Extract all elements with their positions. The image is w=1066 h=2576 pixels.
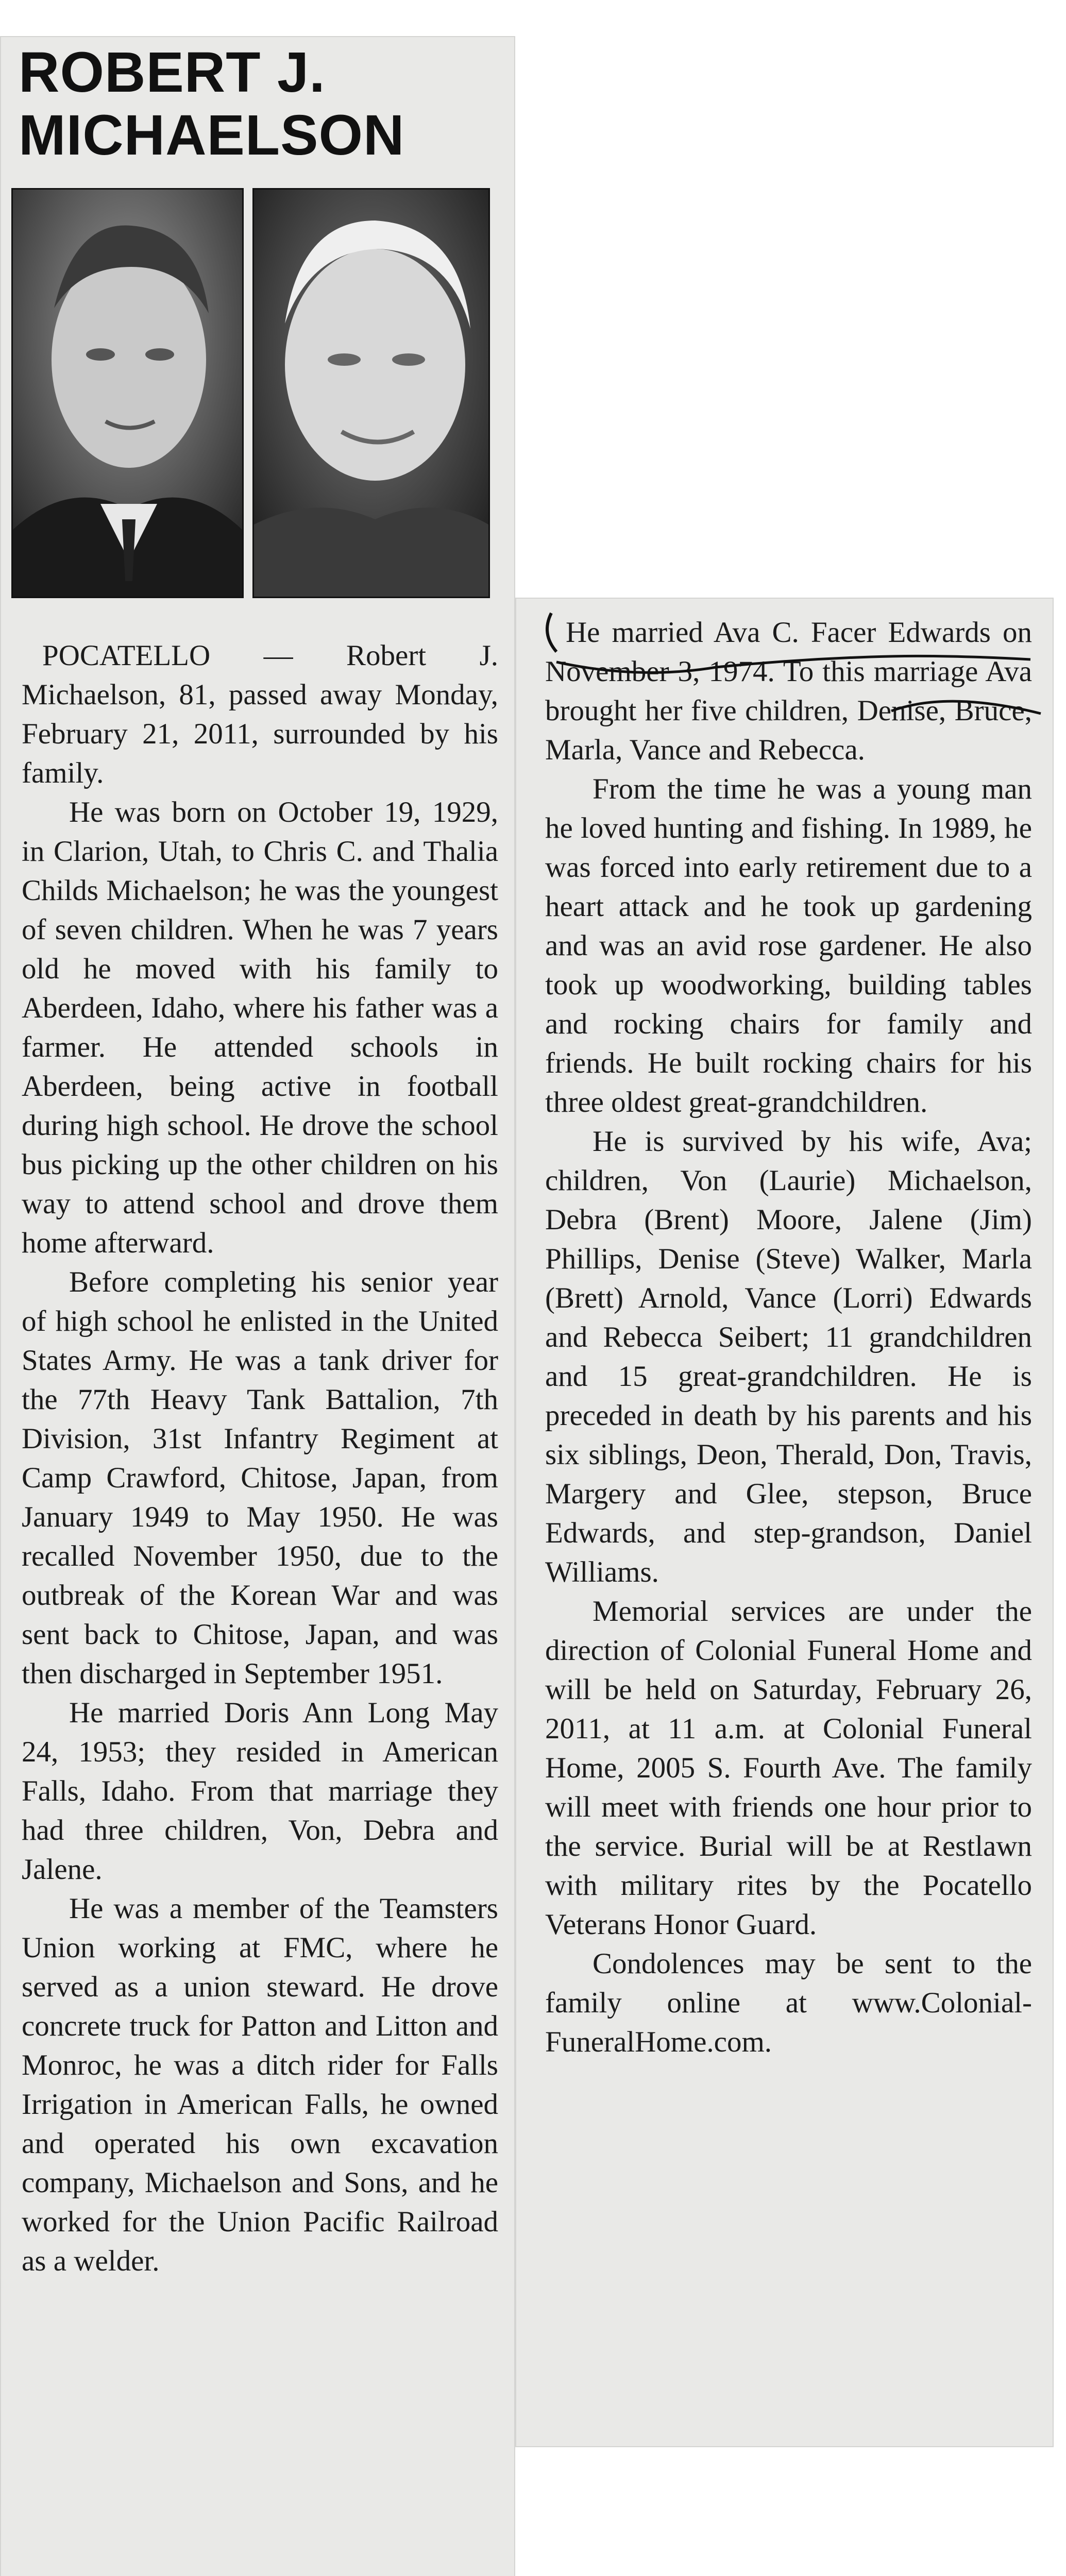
left-text-column: [22, 636, 498, 2281]
portrait-photo-icon: [13, 190, 242, 597]
right-text-column: [545, 613, 1032, 2062]
portrait-old: [252, 188, 490, 598]
paragraph-8: He is survived by his wife, Ava; children, Von (Laurie) Michaelson, Debra (Brent) Moore, Jalene (Jim) Phillips, Denise (Steve) Walker, Marla (Brett) Arnold, Vance (Lorri) Edwards and Rebecca Seibert; 11 grandchildren and 15 great-grandchildren. He is preceded in death by his parents and his six siblings, Deon, Therald, Don, Travis, Margery and Glee, stepson, Bruce Edwards, and step-grandson, Daniel Williams.: [545, 1125, 1032, 1588]
paragraph-3: Before completing his senior year of high school he enlisted in the United States Army. He was a tank driver for the 77th Heavy Tank Battalion, 7th Division, 31st Infantry Regiment at Camp Crawford, Chitose, Japan, from January 1949 to May 1950. He was recalled November 1950, due to the outbreak of the Korean War and was sent back to Chitose, Japan, and was then discharged in September 1951.: [22, 1266, 498, 1690]
obituary-headline: [19, 41, 498, 167]
paragraph-6: He married Ava C. Facer Edwards on November 3, 1974. To this marriage Ava brought her five children, Denise, Bruce, Marla, Vance and Rebecca.: [545, 616, 1032, 766]
paragraph-5: He was a member of the Teamsters Union working at FMC, where he served as a union steward. He drove concrete truck for Patton and Litton and Monroc, he was a ditch rider for Falls Irrigation in American Falls, he owned and operated his own excavation company, Michaelson and Sons, and he worked for the Union Pacific Railroad as a welder.: [22, 1892, 498, 2277]
paragraph-1: POCATELLO — Robert J. Michaelson, 81, passed away Monday, February 21, 2011, surrounded by his family.: [22, 639, 498, 789]
portrait-photo-icon: [254, 190, 488, 597]
paragraph-10: Condolences may be sent to the family online at www.Colonial-FuneralHome.com.: [545, 1947, 1032, 2058]
paragraph-2: He was born on October 19, 1929, in Clarion, Utah, to Chris C. and Thalia Childs Michaelson; he was the youngest of seven children. When he was 7 years old he moved with his family to Aberdeen, Idaho, where his father was a farmer. He attended schools in Aberdeen, being active in football during high school. He drove the school bus picking up the other children on his way to attend school and drove them home afterward.: [22, 796, 498, 1259]
paragraph-7: From the time he was a young man he loved hunting and fishing. In 1989, he was forced into early retirement due to a heart attack and he took up gardening and was an avid rose gardener. He also took up woodworking, building tables and rocking chairs for family and friends. He built rocking chairs for his three oldest great-grandchildren.: [545, 773, 1032, 1118]
paragraph-4: He married Doris Ann Long May 24, 1953; they resided in American Falls, Idaho. From that marriage they had three children, Von, Debra and Jalene.: [22, 1697, 498, 1886]
headline-line-2: MICHAELSON: [19, 104, 405, 167]
portrait-young: [11, 188, 244, 598]
headline-line-1: ROBERT J.: [19, 41, 326, 104]
paragraph-9: Memorial services are under the direction of Colonial Funeral Home and will be held on Saturday, February 26, 2011, at 11 a.m. at Colonial Funeral Home, 2005 S. Fourth Ave. The family will meet with friends one hour prior to the service. Burial will be at Restlawn with military rites by the Pocatello Veterans Honor Guard.: [545, 1595, 1032, 1941]
